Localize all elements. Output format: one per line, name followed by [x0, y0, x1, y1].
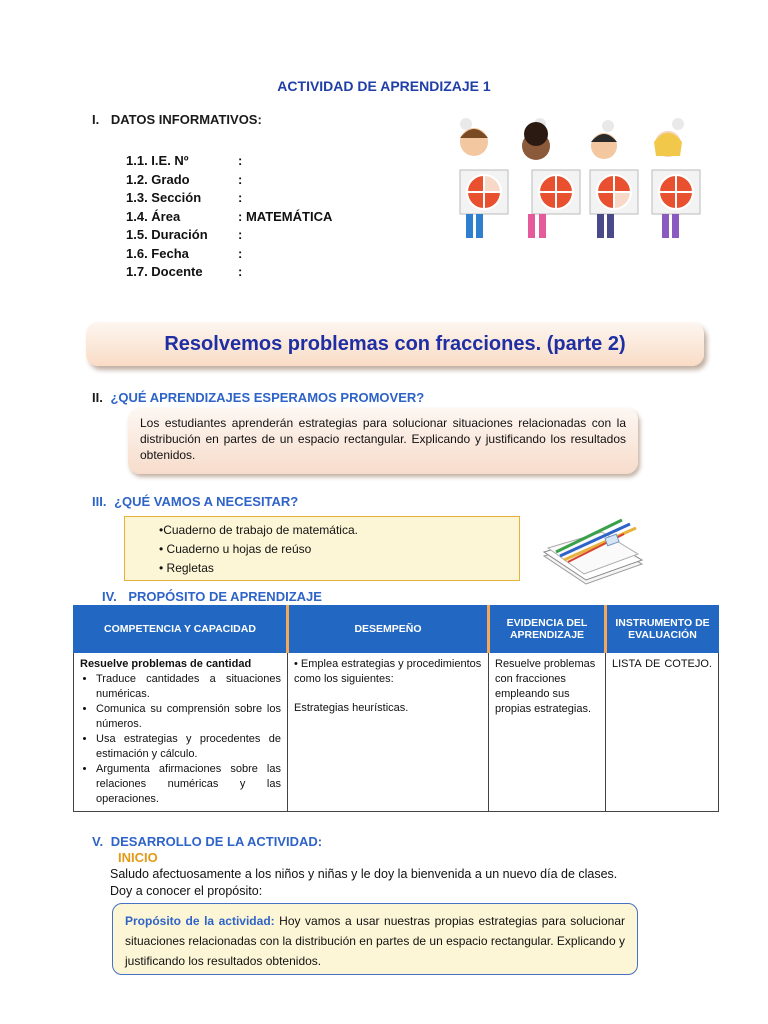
data-item: 1.2. Grado : — [126, 171, 243, 187]
section-1-title: DATOS INFORMATIVOS: — [110, 112, 262, 127]
header-evidence: EVIDENCIA DEL APRENDIZAJE — [489, 606, 606, 653]
section-4-number: IV. — [102, 589, 117, 604]
materials-box — [124, 516, 520, 581]
section-1-number: I. — [92, 112, 100, 127]
table-row — [74, 653, 719, 812]
list-item: • Usa estrategias y procedentes de estimación y cálculo. — [96, 732, 281, 762]
header-competence: COMPETENCIA Y CAPACIDAD — [74, 606, 288, 653]
greeting-text: Saludo afectuosamente a los niños y niñas y le doy la bienvenida a un nuevo día de clases. — [110, 867, 618, 881]
section-5-number: V. — [92, 834, 104, 849]
section-3-number: III. — [92, 494, 107, 509]
competence-cell — [74, 653, 288, 812]
section-3-heading — [92, 494, 298, 509]
data-item: 1.4. Área : MATEMÁTICA — [126, 208, 333, 224]
instrument-cell — [606, 653, 719, 812]
evidence-cell — [489, 653, 606, 812]
data-item: 1.7. Docente : — [126, 264, 243, 279]
announce-purpose-text: Doy a conocer el propósito: — [110, 884, 263, 898]
competence-title: Resuelve problemas de cantidad — [80, 658, 252, 670]
purpose-label: Propósito de la actividad: — [125, 914, 275, 928]
capacities-list — [80, 672, 281, 807]
inicio-heading: INICIO — [118, 850, 158, 865]
learning-purpose-table — [73, 605, 719, 812]
list-item: • Comunica su comprensión sobre los números. — [96, 702, 281, 732]
section-3-title: ¿QUÉ VAMOS A NECESITAR? — [114, 494, 299, 509]
section-4-title: PROPÓSITO DE APRENDIZAJE — [128, 589, 322, 604]
purpose-text: Hoy vamos a usar nuestras propias estrategias para solucionar situaciones relacionadas con la distribución en partes de un espacio rectangular. Explicando y justificando los resultados obtenidos. — [125, 914, 625, 968]
instrument-text: LISTA DE COTEJO. — [612, 658, 712, 670]
activity-title-banner: Resolvemos problemas con fracciones. (parte 2) — [86, 322, 704, 366]
header-performance: DESEMPEÑO — [288, 606, 489, 653]
evidence-text: Resuelve problemas con fracciones empleando sus propias estrategias. — [495, 658, 596, 715]
header-instrument: INSTRUMENTO DE EVALUACIÓN — [606, 606, 719, 653]
section-2-title: ¿QUÉ APRENDIZAJES ESPERAMOS PROMOVER? — [110, 390, 425, 405]
performance-cell — [288, 653, 489, 812]
data-item: 1.5. Duración : — [126, 227, 243, 242]
list-item: • Argumenta afirmaciones sobre las relaciones numéricas y las operaciones. — [96, 762, 281, 807]
material-item: •Cuaderno de trabajo de matemática. — [159, 523, 358, 537]
section-2-number: II. — [92, 390, 103, 405]
page-title: ACTIVIDAD DE APRENDIZAJE 1 — [277, 78, 491, 94]
material-item: • Cuaderno u hojas de reúso — [159, 542, 312, 556]
performance-text: • Emplea estrategias y procedimientos como los siguientes: — [294, 658, 482, 685]
section-4-heading — [102, 589, 322, 604]
table-header-row — [74, 606, 719, 653]
section-5-heading — [92, 834, 322, 849]
kids-fractions-illustration — [440, 112, 702, 248]
section-2-heading — [92, 390, 424, 405]
list-item: • Traduce cantidades a situaciones numéricas. — [96, 672, 281, 702]
material-item: • Regletas — [159, 561, 214, 575]
data-item: 1.6. Fecha : — [126, 245, 243, 261]
performance-strategies: Estrategias heurísticas. — [294, 702, 409, 714]
data-list — [126, 152, 332, 282]
section-1-heading — [92, 112, 262, 127]
data-item: 1.1. I.E. Nº : — [126, 153, 243, 168]
section-5-title: DESARROLLO DE LA ACTIVIDAD: — [110, 834, 323, 849]
activity-purpose-box — [112, 903, 638, 975]
notebooks-pencils-illustration — [538, 512, 646, 592]
data-item: 1.3. Sección : — [126, 190, 243, 205]
learning-expectations-box: Los estudiantes aprenderán estrategias para solucionar situaciones relacionadas con la distribución en partes de un espacio rectangular. Explicando y justificando los resultados obtenidos. — [128, 408, 638, 474]
